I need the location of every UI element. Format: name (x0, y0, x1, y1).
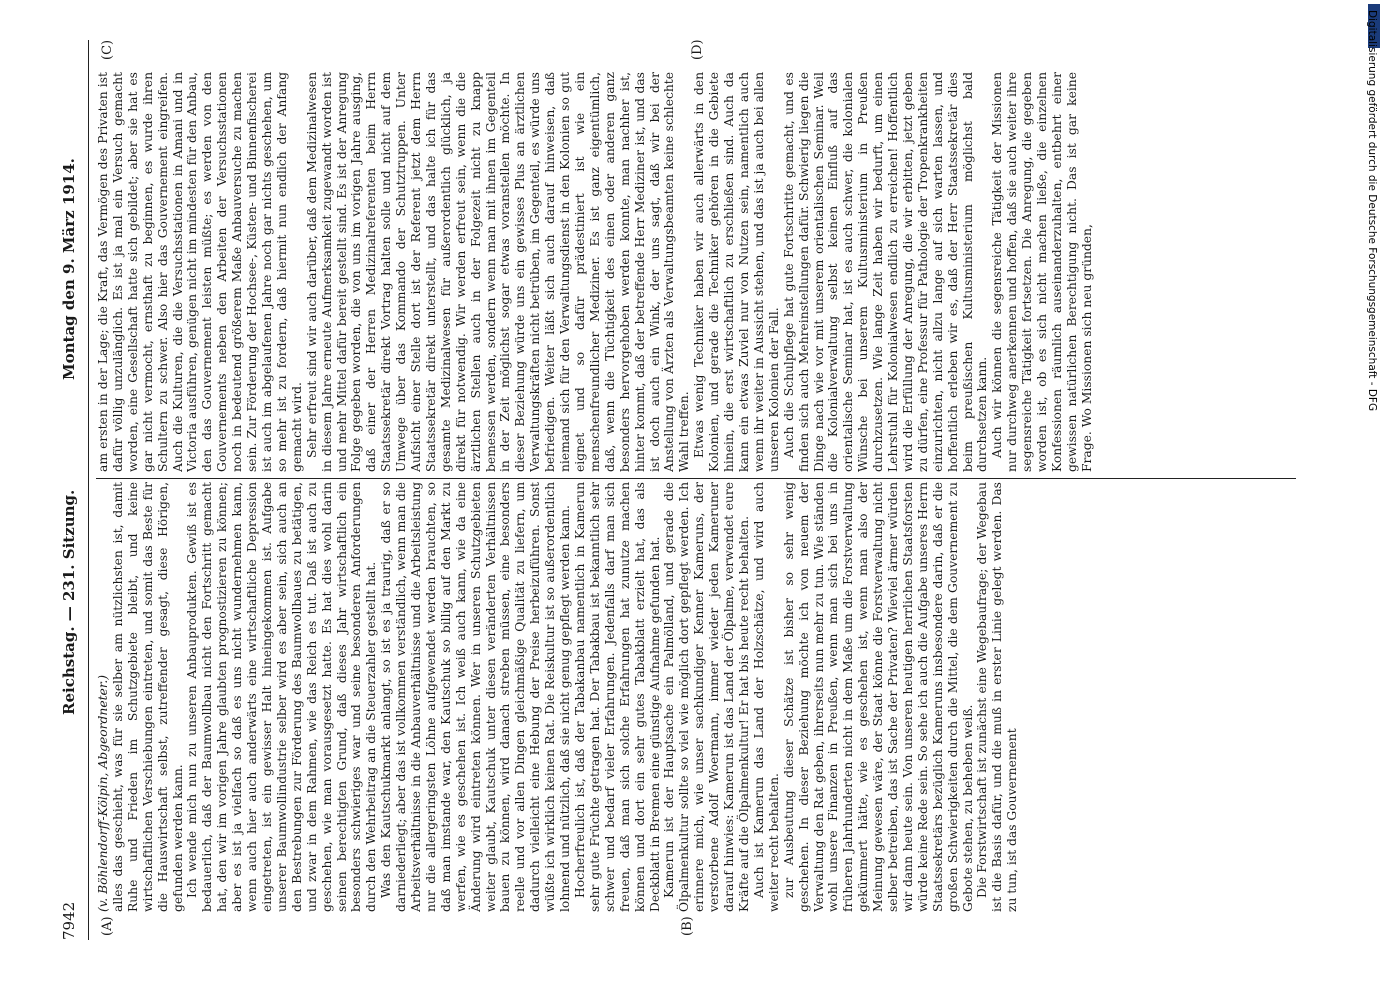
running-header (56, 40, 86, 940)
paragraph: Hocherfreulich ist, daß der Tabakanbau namentlich in Kamerun sehr gute Früchte getragen hat. Der Tabakbau ist bekanntlich sehr schwer und bedarf vieler Erfahrungen. Jedenfalls darf man sich freuen, daß man sich solche Erfahrungen hat zunutze machen können und dort ein sehr gutes Tabakblatt erzielt hat, das als Deckblatt in Bremen eine günstige Aufnahme gefunden hat. (573, 482, 662, 912)
paragraph: zur Ausbeutung dieser Schätze ist bisher so sehr wenig geschehen. In dieser Beziehung möchte ich von neuem der Verwaltung den Rat geben, ihrerseits nun mehr zu tun. Wie ständen wohl unsere Finanzen in Preußen, wenn man sich bei uns in früheren Jahrhunderten nicht in dem Maße um die Forstverwaltung gekümmert hätte, wie es geschehen ist, wenn man also der Meinung gewesen wäre, der Staat könne die Forstverwaltung nicht selber betreiben, das ist Sache der Privaten? Wieviel ärmer würden wir dann heute sein. Von unseren heutigen herrlichen Staatsforsten würde keine Rede sein. So sehe ich auch die Aufgabe unseres Herrn Staatssekretärs bezüglich Kameruns insbesondere darin, daß er die großen Schwierigkeiten durch die Mittel, die dem Gouvernement zu Gebote stehen, zu beheben weiß. (781, 482, 975, 912)
paragraph: Auch wir können die segensreiche Tätigkeit der Missionen nur durchweg anerkennen und hoffen, daß sie auch weiter ihre segensreiche Tätigkeit fortsetzen. Die Anregung, die gegeben worden ist, ob es sich nicht machen ließe, die einzelnen Konfessionen räumlich auseinanderzuhalten, entbehrt einer gewissen natürlichen Berechtigung nicht. Das ist gar keine Frage. Wo Missionen sich neu gründen, (990, 72, 1094, 472)
margin-mark-c: (C) (100, 39, 115, 60)
header-rule (88, 40, 89, 940)
margin-mark-d: (D) (690, 39, 705, 60)
session-date: Montag den 9. März 1914. (60, 158, 78, 380)
speaker-line: (v. Böhlendorff-Kölpin, Abgeordneter.) (96, 674, 110, 912)
paragraph: Auch ist Kamerun das Land der Holzschätze, und wird auch weiter recht behalten. (751, 482, 781, 912)
paragraph: alles das geschieht, was für sie selber am nützlichsten ist, damit Ruhe und Frieden im Schutzgebiete bleibt, und keine wirtschaftlichen Verschiebungen eintreten, und somit das Beste für die Hauswirtschaft selbst, zutreffender gesagt, diese Hörigen, gefunden werden kann. (110, 482, 185, 912)
session-title: Reichstag. — 231. Sitzung. (60, 489, 78, 715)
column-divider (96, 478, 1296, 479)
left-column (96, 482, 1296, 912)
digitization-footer (1366, 10, 1380, 990)
page-number: 7942 (60, 901, 78, 940)
margin-mark-b: (B) (680, 916, 695, 936)
paragraph: Auch die Schulpflege hat gute Fortschritte gemacht, und es finden sich auch Mehreinstellungen dafür. Schwierig liegen die Dinge nach wie vor mit unserem orientalischen Seminar. Weil die Kolonialverwaltung selbst keinen Einfluß auf das orientalische Seminar hat, ist es auch schwer, die kolonialen Wünsche bei unserem Kultusministerium in Preußen durchzusetzen. Wie lange Zeit haben wir bedurft, um einen Lehrstuhl für Kolonialwesen endlich zu erreichen! Hoffentlich wird die Erfüllung der Anregung, die wir erbitten, jetzt geben zu dürfen, eine Professur für Pathologie der Tropenkrankheiten einzurichten, nicht allzu lange auf sich warten lassen, und hoffentlich erleben wir es, daß der Herr Staatssekretär dies beim preußischen Kultusministerium möglichst bald durchsetzen kann. (781, 72, 990, 472)
right-column (96, 72, 1296, 472)
paragraph: Ich wende mich nun zu unseren Anbauprodukten. Gewiß ist es bedauerlich, daß der Baumwollbau nicht den Fortschritt gemacht hat, den wir im vorigen Jahre glaubten prognostizieren zu können; aber es ist ja vielfach so daß es uns nicht wundernehmen kann, wenn auch hier auch anderwärts eine wirtschaftliche Depression eingetreten, ist ein gewisser Halt hineingekommen ist. Aufgabe unserer Baumwollindustrie selber wird es aber sein, sich auch an den Bestrebungen zur Förderung des Baumwollbaues zu betätigen, und zwar in dem Rahmen, wie das Reich es tut. Daß ist auch zu geschehen, wie man vorausgesetzt hatte. Es hat dies wohl darin seinen berechtigten Grund, daß dieses Jahr wirtschaftlich ein besonders schwieriges war und seine besonderen Anforderungen durch den Wehrbeitrag an die Steuerzahler gestellt hat. (185, 482, 379, 912)
paragraph: Die Forstwirtschaft ist zunächst eine Wegebaufrage; der Wegebau ist die Basis dafür, und die muß in erster Linie gelegt werden. Das zu tun, ist das Gouvernement (975, 482, 1020, 912)
paragraph: am ersten in der Lage; die Kraft, das Vermögen des Privaten ist dafür völlig unzulänglich. Es ist ja mal ein Versuch gemacht worden, eine Gesellschaft hatte sich gebildet; aber sie hat es gar nicht vermocht, ernsthaft zu beginnen, es wurde ihren Schultern zu schwer. Also hier das Gouvernement eingreifen. Auch die Kulturen, die die Versuchsstationen in Amani und in Victoria ausführen, genügen nicht im mindesten für den Anbau, den das Gouvernement leisten müßte; es werden von den Gouvernements neben den Arbeiten der Versuchsstationen noch in bedeutend größerem Maße Anbauversuche zu machen sein. Zur Förderung der Hochsee-, Küsten- und Binnenfischerei ist auch im abgelaufenen Jahre noch gar nichts geschehen, um so mehr ist zu fordern, daß hiermit nun endlich der Anfang gemacht wird. (96, 72, 304, 472)
paragraph: Sehr erfreut sind wir auch darüber, daß dem Medizinalwesen in diesem Jahre erneute Aufmerksamkeit zugewandt worden ist und mehr Mittel dafür bereit gestellt sind. Es ist der Anregung Folge gegeben worden, die von uns im vorigen Jahre ausging, daß einer der Herren Medizinalreferenten beim Herrn Staatssekretär direkt Vortrag halten solle und nicht auf dem Umwege über das Kommando der Schutztruppen. Unter Aufsicht einer Stelle dort ist der Referent jetzt dem Herrn Staatssekretär direkt unterstellt, und das halte ich für das gesamte Medizinalwesen für außerordentlich glücklich, ja direkt für notwendig. Wir werden erfreut sein, wenn die die ärztlichen Stellen auch in der Folgezeit nicht zu knapp bemessen werden, sondern wenn man mit ihnen im Gegenteil in der Zeit möglichst sogar etwas voranstellen möchte. In dieser Beziehung würde uns ein gewisses Plus an ärztlichen Verwaltungskräften nicht betrüben, im Gegenteil, es würde uns befriedigen. Weiter läßt sich auch darauf hinweisen, daß niemand sich für den Verwaltungsdienst in den Kolonien so gut eignet und so dafür prädestiniert ist wie ein menschenfreundlicher Mediziner. Es ist ganz eigentümlich, daß, wenn die Tüchtigkeit des einen oder anderen ganz besonders hervorgehoben werden konnte, man nachher ist, hinter kommt, daß der betreffende Herr Mediziner ist, und das ist doch auch ein Wink, der uns sagt, daß wir bei der Anstellung von Ärzten als Verwaltungsbeamten keine schlechte Wahl treffen. (304, 72, 692, 472)
paragraph: Kamerun ist der Hauptsache ein Palmölland, und gerade die Ölpalmenkultur sollte so viel wie möglich dort gepflegt werden. Ich erinnere mich, wie unser sachkundiger Kenner Kameruns, der verstorbene Adolf Woermann, immer wieder jeden Kameruner darauf hinwies: Kamerun ist das Land der Ölpalme, verwendet eure Kräfte auf die Ölpalmenkultur! Er hat bis heute recht behalten. (662, 482, 751, 912)
paragraph: Etwas wenig Techniker haben wir auch allerwärts in den Kolonien, und gerade die Techniker gehören in die Gebiete hinein, die erst wirtschaftlich zu erschließen sind. Auch da kann ein etwas Zuviel nur von Nutzen sein, namentlich auch wenn ihr weiter in Aussicht stehen, und das ist ja auch bei allen unseren Kolonien der Fall. (692, 72, 781, 472)
digitization-note: Digitalisierung gefördert durch die Deutsche Forschungsgemeinschaft - DFG (1366, 10, 1378, 412)
paragraph: Was den Kautschukmarkt anlangt, so ist es ja traurig, daß er so darniederliegt; aber das ist vollkommen verständlich, wenn man die Arbeitsverhältnisse in die Anbauverhältnisse und die Arbeitsleistung nur die allergeringsten Löhne aufgewendet werden brauchten, so daß man imstande war, den Kautschuk so billig auf den Markt zu werfen, wie es geschehen ist. Ich weiß auch kann, wie da eine Änderung wird eintreten können. Wer in unseren Schutzgebieten weiter glaubt, Kautschuk unter diesen veränderten Verhältnissen bauen zu können, wird danach streben müssen, eine besonders reelle und vor allen Dingen gleichmäßige Qualität zu liefern, um dadurch vielleicht eine Hebung der Preise herbeizuführen. Sonst wüßte ich wirklich keinen Rat. Die Reiskultur ist so außerordentlich lohnend und nützlich, daß sie nicht genug gepflegt werden kann. (379, 482, 573, 912)
margin-mark-a: (A) (100, 916, 115, 936)
